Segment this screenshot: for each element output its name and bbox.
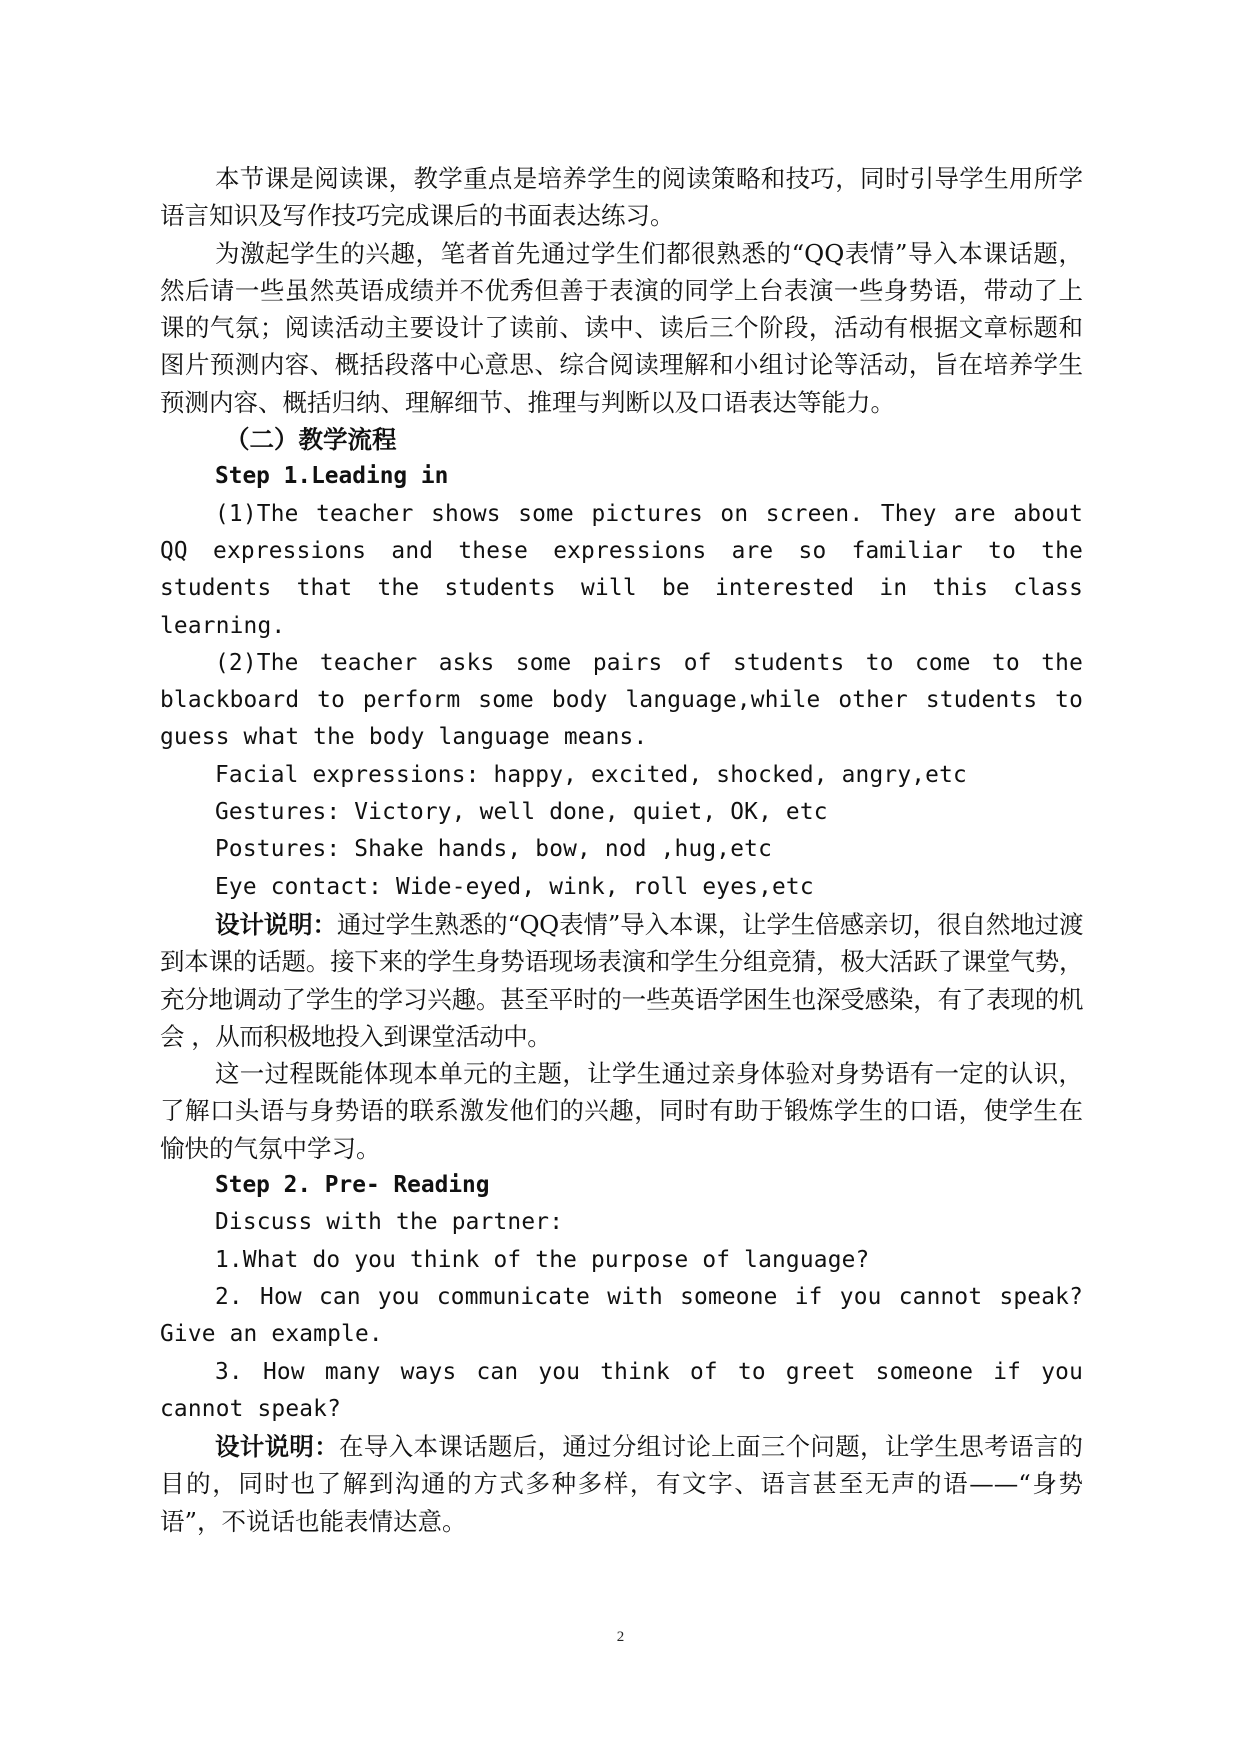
section-heading: （二）教学流程	[225, 425, 397, 455]
design-note-text: 通过学生熟悉的“QQ表情”导入本课，让学生倍感亲切，很自然地过渡到本课的话题。接下来的学生身势语现场表演和学生分组竞猜，极大活跃了课堂气势，充分地调动了学生的学习兴趣。甚至平时的一些英语学困生也深受感染，有了表现的机会 ，从而积极地投入到课堂活动中。	[160, 909, 1084, 1051]
design-note-label: 设计说明：	[215, 909, 337, 939]
intro-paragraph-2: 为激起学生的兴趣，笔者首先通过学生们都很熟悉的“QQ表情”导入本课话题，然后请一些虽然英语成绩并不优秀但善于表演的同学上台表演一些身势语，带动了上课的气氛；阅读活动主要设计了读前、读中、读后三个阶段，活动有根据文章标题和图片预测内容、概括段落中心意思、综合阅读理解和小组讨论等活动，旨在培养学生预测内容、概括归纳、理解细节、推理与判断以及口语表达等能力。	[160, 238, 1083, 417]
step2-design-note	[160, 1428, 1083, 1540]
step1-title: Step 1.Leading in	[215, 463, 449, 490]
page-content	[160, 160, 1083, 1540]
step2-question-2: 2. How can you communicate with someone if you cannot speak? Give an example.	[160, 1283, 1083, 1348]
step2-question-3: 3. How many ways can you think of to greet someone if you cannot speak?	[160, 1358, 1083, 1422]
intro-paragraph-1: 本节课是阅读课，教学重点是培养学生的阅读策略和技巧，同时引导学生用所学语言知识及写作技巧完成课后的书面表达练习。	[160, 164, 1083, 231]
step2-intro: Discuss with the partner:	[215, 1209, 564, 1236]
step2-question-1: 1.What do you think of the purpose of language?	[215, 1246, 870, 1273]
design-note-text: 在导入本课话题后，通过分组讨论上面三个问题，让学生思考语言的目的，同时也了解到沟通的方式多种多样，有文字、语言甚至无声的语——“身势语”，不说话也能表情达意。	[160, 1432, 1083, 1536]
page-number: 2	[616, 1629, 625, 1645]
step1-followup-paragraph: 这一过程既能体现本单元的主题，让学生通过亲身体验对身势语有一定的认识，了解口头语与身势语的联系激发他们的兴趣，同时有助于锻炼学生的口语，使学生在愉快的气氛中学习。	[160, 1059, 1083, 1163]
step1-list-item: Gestures: Victory, well done, quiet, OK, etc	[215, 799, 828, 826]
step2-title: Step 2. Pre- Reading	[215, 1172, 490, 1199]
step1-list-item: Facial expressions: happy, excited, shocked, angry,etc	[215, 761, 967, 788]
design-note-label: 设计说明：	[215, 1432, 340, 1462]
step1-design-note	[160, 906, 1083, 1055]
step1-item-1: (1)The teacher shows some pictures on screen. They are about QQ expressions and these expressions are so familiar to the students that the students will be interested in this class learning.	[160, 500, 1083, 639]
step1-list-item: Postures: Shake hands, bow, nod ,hug,etc	[215, 836, 772, 863]
step1-item-2: (2)The teacher asks some pairs of students to come to the blackboard to perform some body language,while other students to guess what the body language means.	[160, 649, 1083, 751]
step1-list-item: Eye contact: Wide-eyed, wink, roll eyes,etc	[215, 873, 814, 900]
